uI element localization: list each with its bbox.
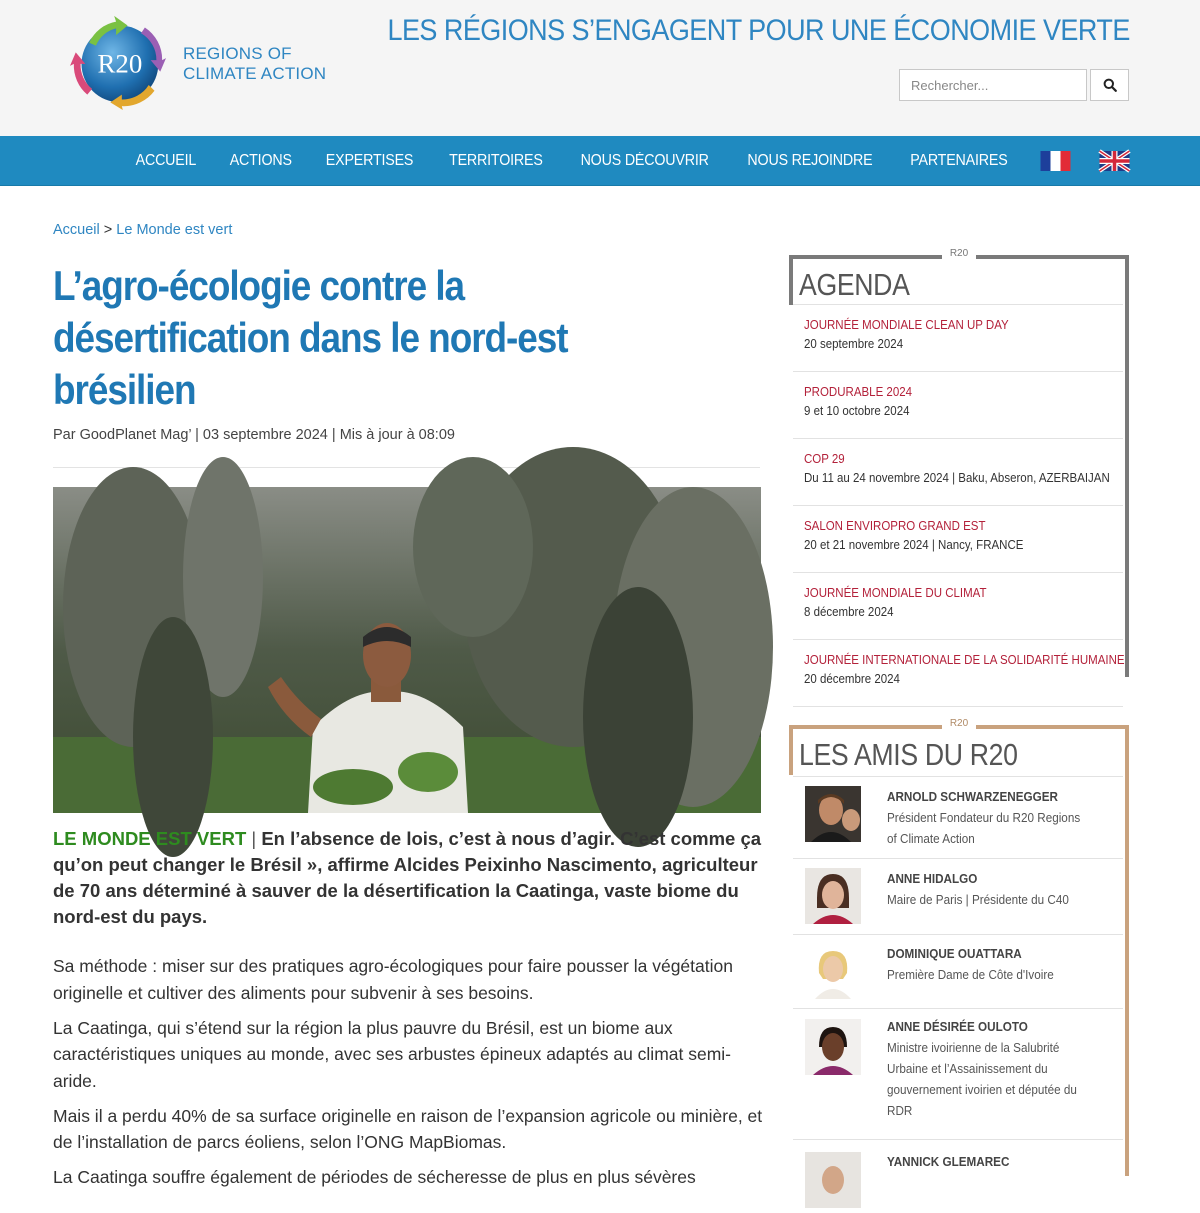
agenda-title: AGENDA bbox=[799, 267, 910, 302]
agenda-item-name[interactable]: SALON ENVIROPRO GRAND EST bbox=[804, 519, 986, 533]
main-navigation bbox=[0, 136, 1200, 186]
agenda-item[interactable] bbox=[793, 640, 1123, 707]
friend-role: Première Dame de Côte d'Ivoire bbox=[887, 967, 1054, 982]
agenda-item-date: 8 décembre 2024 bbox=[804, 605, 894, 619]
avatar bbox=[805, 786, 861, 842]
site-tagline: LES RÉGIONS S’ENGAGENT POUR UNE ÉCONOMIE VERTE bbox=[387, 14, 1130, 47]
friend-item[interactable] bbox=[793, 1140, 1123, 1200]
fr-flag-icon[interactable] bbox=[1040, 151, 1071, 171]
breadcrumb-separator: > bbox=[103, 222, 113, 238]
agenda-item-name[interactable]: JOURNÉE INTERNATIONALE DE LA SOLIDARITÉ HUMAINE bbox=[804, 653, 1125, 667]
breadcrumb-current-link[interactable]: Le Monde est vert bbox=[116, 222, 233, 238]
logo-line-2: CLIMATE ACTION bbox=[183, 64, 327, 83]
agenda-item[interactable] bbox=[793, 573, 1123, 640]
article-title: L’agro-écologie contre la désertification dans le nord-est brésilien bbox=[53, 262, 568, 413]
logo-line-1: REGIONS OF bbox=[183, 44, 292, 63]
agenda-item-date: 20 septembre 2024 bbox=[804, 337, 904, 351]
friends-frame-left bbox=[789, 725, 793, 775]
lead-category[interactable]: LE MONDE EST VERT bbox=[53, 828, 247, 849]
agenda-item[interactable] bbox=[793, 439, 1123, 506]
search-button[interactable] bbox=[1090, 69, 1129, 101]
uk-flag-icon[interactable] bbox=[1099, 151, 1130, 171]
r20-logo[interactable] bbox=[70, 14, 327, 114]
site-header bbox=[0, 0, 1200, 136]
avatar bbox=[805, 1152, 861, 1208]
article-byline: Par GoodPlanet Mag’ | 03 septembre 2024 | Mis à jour à 08:09 bbox=[53, 427, 455, 443]
agenda-item-date: 20 et 21 novembre 2024 | Nancy, FRANCE bbox=[804, 538, 1024, 552]
friends-tag: R20 bbox=[789, 718, 1129, 729]
breadcrumb bbox=[53, 222, 232, 238]
agenda-frame-left bbox=[789, 255, 793, 305]
friend-role: Maire de Paris | Présidente du C40 bbox=[887, 892, 1069, 907]
agenda-item[interactable] bbox=[793, 372, 1123, 439]
nav-item-territoires[interactable]: TERRITOIRES bbox=[449, 152, 544, 169]
friends-widget bbox=[789, 718, 1129, 1176]
search-form bbox=[899, 69, 1129, 101]
agenda-item[interactable] bbox=[793, 506, 1123, 573]
friend-name[interactable]: YANNICK GLEMAREC bbox=[887, 1154, 1010, 1169]
agenda-item-name[interactable]: PRODURABLE 2024 bbox=[804, 385, 913, 399]
nav-item-accueil[interactable]: ACCUEIL bbox=[135, 152, 197, 169]
agenda-frame-right bbox=[1125, 255, 1129, 677]
article-divider bbox=[53, 467, 760, 468]
avatar bbox=[805, 1019, 861, 1075]
friend-name[interactable]: ANNE DÉSIRÉE OULOTO bbox=[887, 1019, 1028, 1034]
article-paragraph: Sa méthode : miser sur des pratiques agro-écologiques pour faire pousser la végétation originelle et cultiver des aliments pour subvenir à ses besoins. bbox=[53, 956, 733, 1003]
article-paragraph: La Caatinga, qui s’étend sur la région la plus pauvre du Brésil, est un biome aux caractéristiques uniques au monde, avec ses arbustes épineux adaptés au climat semi-aride. bbox=[53, 1017, 732, 1091]
agenda-tag: R20 bbox=[789, 248, 1129, 259]
nav-item-expertises[interactable]: EXPERTISES bbox=[326, 152, 414, 169]
agenda-item-name[interactable]: JOURNÉE MONDIALE DU CLIMAT bbox=[804, 586, 987, 600]
friend-role: Président Fondateur du R20 Regions of Climate Action bbox=[887, 810, 1081, 846]
agenda-item-date: Du 11 au 24 novembre 2024 | Baku, Abseron, AZERBAIJAN bbox=[804, 471, 1110, 485]
nav-item-nous-rejoindre[interactable]: NOUS REJOINDRE bbox=[747, 152, 873, 169]
nav-item-partenaires[interactable]: PARTENAIRES bbox=[910, 152, 1008, 169]
agenda-item-date: 9 et 10 octobre 2024 bbox=[804, 404, 910, 418]
friend-item[interactable] bbox=[793, 859, 1123, 935]
friend-role: Ministre ivoirienne de la Salubrité Urbaine et l’Assainissement du gouvernement ivoirien et députée du RDR bbox=[887, 1040, 1077, 1118]
agenda-item-name[interactable]: JOURNÉE MONDIALE CLEAN UP DAY bbox=[804, 318, 1009, 332]
logo-wordmark bbox=[183, 44, 326, 84]
agenda-list[interactable] bbox=[793, 304, 1125, 686]
avatar bbox=[805, 868, 861, 924]
r20-globe-logo-icon bbox=[70, 14, 166, 110]
nav-item-actions[interactable]: ACTIONS bbox=[229, 152, 292, 169]
friend-item[interactable] bbox=[793, 1009, 1123, 1140]
article-body bbox=[53, 953, 765, 1199]
friend-item[interactable] bbox=[793, 935, 1123, 1009]
search-input[interactable] bbox=[899, 69, 1087, 101]
article-paragraph: La Caatinga souffre également de périodes de sécheresse de plus en plus sévères bbox=[53, 1167, 696, 1187]
agenda-item[interactable] bbox=[793, 305, 1123, 372]
lead-text: En l’absence de lois, c’est à nous d’agir. C’est comme ça qu’on peut changer le Brésil », affirme Alcides Peixinho Nascimento, agriculteur de 70 ans déterminé à sauver de la désertification la Caatinga, vaste biome du nord-est du pays. bbox=[53, 828, 762, 927]
avatar bbox=[805, 943, 861, 999]
friend-name[interactable]: ANNE HIDALGO bbox=[887, 871, 978, 886]
breadcrumb-home-link[interactable]: Accueil bbox=[53, 222, 100, 238]
friends-list[interactable] bbox=[793, 776, 1123, 1176]
lead-separator: | bbox=[251, 828, 257, 849]
logo-mark-text: R20 bbox=[97, 48, 143, 79]
article-paragraph: Mais il a perdu 40% de sa surface originelle en raison de l’expansion agricole ou minière, et de l’installation de parcs éoliens, selon l’ONG MapBiomas. bbox=[53, 1105, 763, 1152]
friend-item[interactable] bbox=[793, 777, 1123, 859]
agenda-widget bbox=[789, 248, 1129, 686]
article-lead bbox=[53, 826, 765, 930]
agenda-item-name[interactable]: COP 29 bbox=[804, 452, 845, 466]
search-icon bbox=[1103, 78, 1117, 92]
friends-title: LES AMIS DU R20 bbox=[799, 737, 1018, 772]
article-hero-photo bbox=[53, 487, 761, 813]
friend-name[interactable]: ARNOLD SCHWARZENEGGER bbox=[887, 789, 1058, 804]
nav-item-nous-decouvrir[interactable]: NOUS DÉCOUVRIR bbox=[580, 152, 709, 169]
friends-frame-right bbox=[1125, 725, 1129, 1176]
friend-name[interactable]: DOMINIQUE OUATTARA bbox=[887, 946, 1022, 961]
hero-image-farmer-cactus bbox=[53, 487, 761, 813]
agenda-item-date: 20 décembre 2024 bbox=[804, 672, 900, 686]
